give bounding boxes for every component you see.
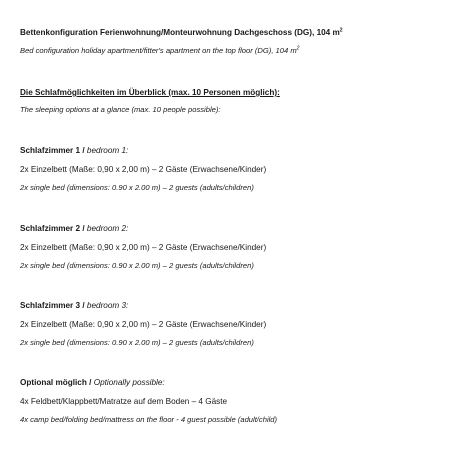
room-3-title-en: bedroom 3: <box>86 301 129 310</box>
optional-line-en: 4x camp bed/folding bed/mattress on the floor - 4 guest possible (adult/child) <box>20 415 278 424</box>
room-3-title-de: Schlafzimmer 3 <box>20 301 81 310</box>
room-2-title <box>20 225 128 233</box>
document-subtitle-en <box>20 47 299 55</box>
room-3-title-separator: / <box>80 301 87 310</box>
optional-title-separator: / <box>86 378 94 387</box>
room-1-line-en: 2x single bed (dimensions: 0.90 x 2.00 m) – 2 guests (adults/children) <box>20 183 254 192</box>
room-1-title <box>20 147 128 155</box>
room-2-title-de: Schlafzimmer 2 <box>20 224 81 233</box>
room-1-title-en: bedroom 1: <box>86 146 129 155</box>
overview-heading: Die Schlafmöglichkeiten im Überblick (max. 10 Personen möglich): <box>20 88 280 97</box>
document-title-text: Bettenkonfiguration Ferienwohnung/Monteurwohnung Dachgeschoss (DG), 104 m <box>20 28 340 37</box>
document-page <box>20 0 445 450</box>
room-2-title-en: bedroom 2: <box>86 224 129 233</box>
document-title-superscript: 2 <box>339 27 343 34</box>
room-2-line-en: 2x single bed (dimensions: 0.90 x 2.00 m) – 2 guests (adults/children) <box>20 261 254 270</box>
overview-heading-en: The sleeping options at a glance (max. 10 people possible): <box>20 105 221 114</box>
document-subtitle-en-text: Bed configuration holiday apartment/fitter's apartment on the top floor (DG), 104 m <box>20 46 297 55</box>
document-title <box>20 29 343 37</box>
room-3-line-de: 2x Einzelbett (Maße: 0,90 x 2,00 m) – 2 Gäste (Erwachsene/Kinder) <box>20 320 267 329</box>
room-3-title <box>20 302 128 310</box>
document-subtitle-en-superscript: 2 <box>296 45 300 52</box>
optional-line-de: 4x Feldbett/Klappbett/Matratze auf dem Boden – 4 Gäste <box>20 397 228 406</box>
optional-title <box>20 379 165 387</box>
optional-title-de: Optional möglich <box>20 378 87 387</box>
room-2-title-separator: / <box>80 224 87 233</box>
optional-title-en: Optionally possible: <box>93 378 165 387</box>
room-3-line-en: 2x single bed (dimensions: 0.90 x 2.00 m) – 2 guests (adults/children) <box>20 338 254 347</box>
room-2-line-de: 2x Einzelbett (Maße: 0,90 x 2,00 m) – 2 Gäste (Erwachsene/Kinder) <box>20 243 267 252</box>
room-1-line-de: 2x Einzelbett (Maße: 0,90 x 2,00 m) – 2 Gäste (Erwachsene/Kinder) <box>20 165 267 174</box>
room-1-title-de: Schlafzimmer 1 <box>20 146 81 155</box>
room-1-title-separator: / <box>80 146 87 155</box>
